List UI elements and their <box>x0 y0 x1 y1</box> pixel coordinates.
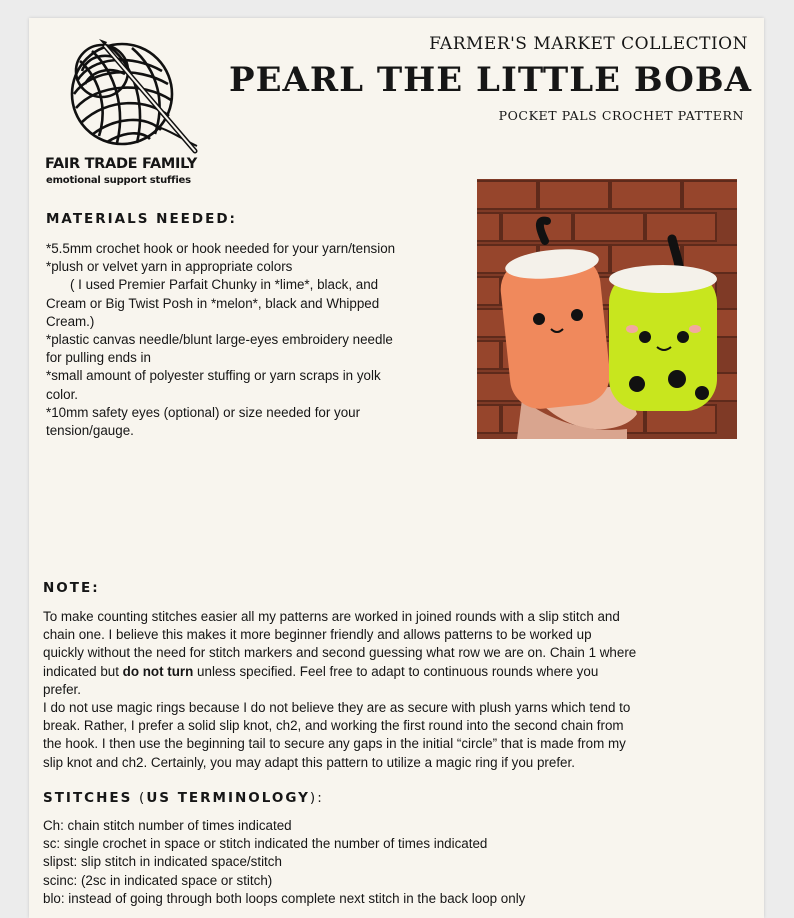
list-item: *small amount of polyester stuffing or yarn scraps in yolk <box>46 368 381 384</box>
list-item: Cream or Big Twist Posh in *melon*, black and Whipped <box>46 295 380 311</box>
list-item: *5.5mm crochet hook or hook needed for your yarn/tension <box>46 241 396 256</box>
list-item: scinc: (2sc in indicated space or stitch) <box>43 872 273 888</box>
list-item: color. <box>46 386 79 402</box>
note-line: slip knot and ch2. Certainly, you may adapt this pattern to utilize a magic ring if you prefer. <box>43 754 575 770</box>
materials-list <box>46 240 476 440</box>
note-line: break. Rather, I prefer a solid slip knot, ch2, and working the first round into the second chain from <box>43 718 624 734</box>
note-line: quickly without the need for stitch markers and second guessing what row we are on. Chain 1 where <box>43 645 637 661</box>
note-heading: NOTE: <box>43 580 100 596</box>
pattern-page <box>29 18 764 918</box>
note-line: prefer. <box>43 681 81 697</box>
list-item: sc: single crochet in space or stitch indicated the number of times indicated <box>43 836 488 852</box>
note-line: I do not use magic rings because I do not believe they are as secure with plush yarns which tend to <box>43 700 631 716</box>
brand-tagline: emotional support stuffies <box>46 175 191 186</box>
list-item: *10mm safety eyes (optional) or size needed for your <box>46 404 361 420</box>
stitches-heading: STITCHES (US TERMINOLOGY): <box>43 790 324 806</box>
note-line: the hook. I then use the beginning tail to secure any gaps in the initial “circle” that is made from my <box>43 736 626 752</box>
note-line: indicated but do not turn unless specified. Feel free to adapt to continuous rounds where you <box>43 663 599 679</box>
brand-name: FAIR TRADE FAMILY <box>45 156 198 172</box>
list-item: blo: instead of going through both loops complete next stitch in the back loop only <box>43 890 526 906</box>
boba-plush-photo <box>477 179 737 439</box>
collection-label: FARMER'S MARKET COLLECTION <box>429 34 748 54</box>
list-item: Cream.) <box>46 313 95 329</box>
list-item: *plastic canvas needle/blunt large-eyes embroidery needle <box>46 332 393 348</box>
note-line: chain one. I believe this makes it more beginner friendly and allows patterns to be worked up <box>43 627 592 643</box>
note-line: To make counting stitches easier all my patterns are worked in joined rounds with a slip stitch and <box>43 609 620 624</box>
list-item: ( I used Premier Parfait Chunky in *lime*, black, and <box>70 277 379 293</box>
stitches-list <box>43 817 758 908</box>
yarn-ball-logo-icon <box>47 26 202 154</box>
list-item: for pulling ends in <box>46 350 151 366</box>
page-title: PEARL THE LITTLE BOBA <box>229 60 752 100</box>
page-subtitle: POCKET PALS CROCHET PATTERN <box>498 108 744 123</box>
list-item: *plush or velvet yarn in appropriate colors <box>46 259 293 275</box>
note-body <box>43 608 758 772</box>
do-not-turn-emphasis: do not turn <box>122 663 194 679</box>
list-item: Ch: chain stitch number of times indicated <box>43 818 292 833</box>
list-item: tension/gauge. <box>46 423 134 439</box>
materials-heading: MATERIALS NEEDED: <box>46 211 237 227</box>
list-item: slipst: slip stitch in indicated space/stitch <box>43 854 282 870</box>
